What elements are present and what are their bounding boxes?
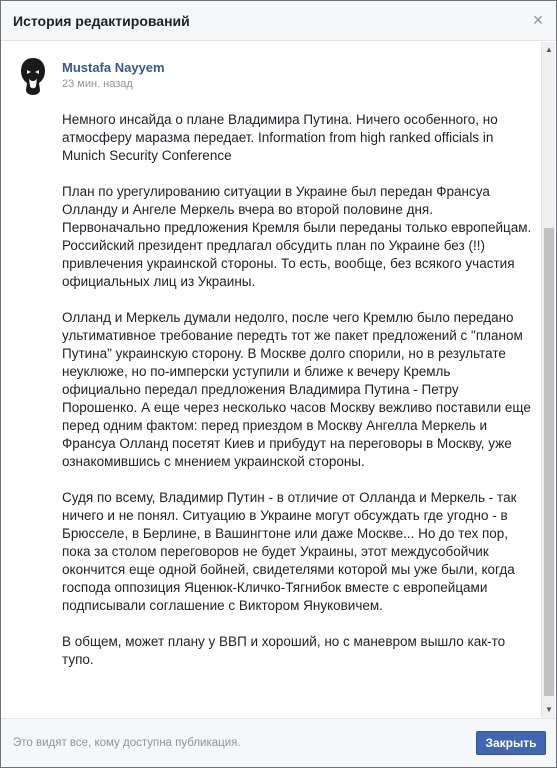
avatar-silhouette-icon bbox=[17, 56, 49, 96]
post-paragraph: Немного инсайда о плане Владимира Путина. Ничего особенного, но атмосферу маразма передает. Information from high ranked officials in Munich Security Conference bbox=[62, 112, 498, 163]
scroll-up-icon[interactable]: ▲ bbox=[545, 45, 553, 54]
post-text bbox=[62, 111, 532, 687]
dialog-footer bbox=[1, 718, 556, 767]
post-paragraph: Судя по всему, Владимир Путин - в отличие от Олланда и Меркель - так ничего и не понял. Ситуацию в Украине могут обсуждать где угодно - в Брюсселе, в Берлине, в Вашингтоне или даже Москве... Но до тех пор, пока за столом переговоров не будет Украины, этот междусобойчик окончится еще одной бойней, свидетелями которой мы уже были, когда господа оппозиция Яценюк-Кличко-Тягнибок вместе с европейцами подписывали соглашение с Виктором Януковичем. bbox=[62, 490, 517, 613]
post-author-link[interactable]: Mustafa Nayyem bbox=[62, 60, 165, 75]
dialog-content[interactable] bbox=[1, 42, 541, 718]
dialog-title: История редактирований bbox=[13, 13, 190, 29]
content-scrollbar[interactable] bbox=[541, 42, 555, 718]
post-paragraph: Олланд и Меркель думали недолго, после чего Кремлю было передано ультимативное требование передть тот же пакет предложений с "планом Путина" украинскую сторону. В Москве долго спорили, но в результате неуклюже, но по-имперски уступили и ближе к вечеру Кремль официально передал предложения Владимира Путина - Петру Порошенко. А еще через несколько часов Москву вежливо поставили еще перед одним фактом: перед приездом в Москву Ангелла Меркель и Франсуа Олланд посетят Киев и прибудут на переговоры в Москву, уже ознакомившись с мнением украинской стороны. bbox=[62, 310, 531, 469]
avatar[interactable] bbox=[17, 56, 49, 96]
close-button[interactable]: Закрыть bbox=[476, 731, 546, 755]
post-paragraph: В общем, может плану у ВВП и хороший, но с маневром вышло как-то тупо. bbox=[62, 634, 506, 667]
scrollbar-thumb[interactable] bbox=[544, 228, 554, 696]
visibility-note: Это видят все, кому доступна публикация. bbox=[13, 737, 241, 749]
post-paragraph: План по урегулированию ситуации в Украине был передан Франсуа Олланду и Ангеле Меркель вчера во второй половине дня. Первоначально предложения Кремля были переданы только европейцам. Российский президент предлагал обсудить план по Украине без (!!) привлечения украинской стороны. То есть, вообще, без всякого участия официальных лиц из Украины. bbox=[62, 184, 532, 289]
close-icon[interactable]: × bbox=[532, 10, 544, 30]
scroll-down-icon[interactable]: ▼ bbox=[545, 705, 553, 714]
post-timestamp[interactable]: 23 мин. назад bbox=[62, 78, 133, 90]
dialog-header bbox=[1, 1, 556, 41]
